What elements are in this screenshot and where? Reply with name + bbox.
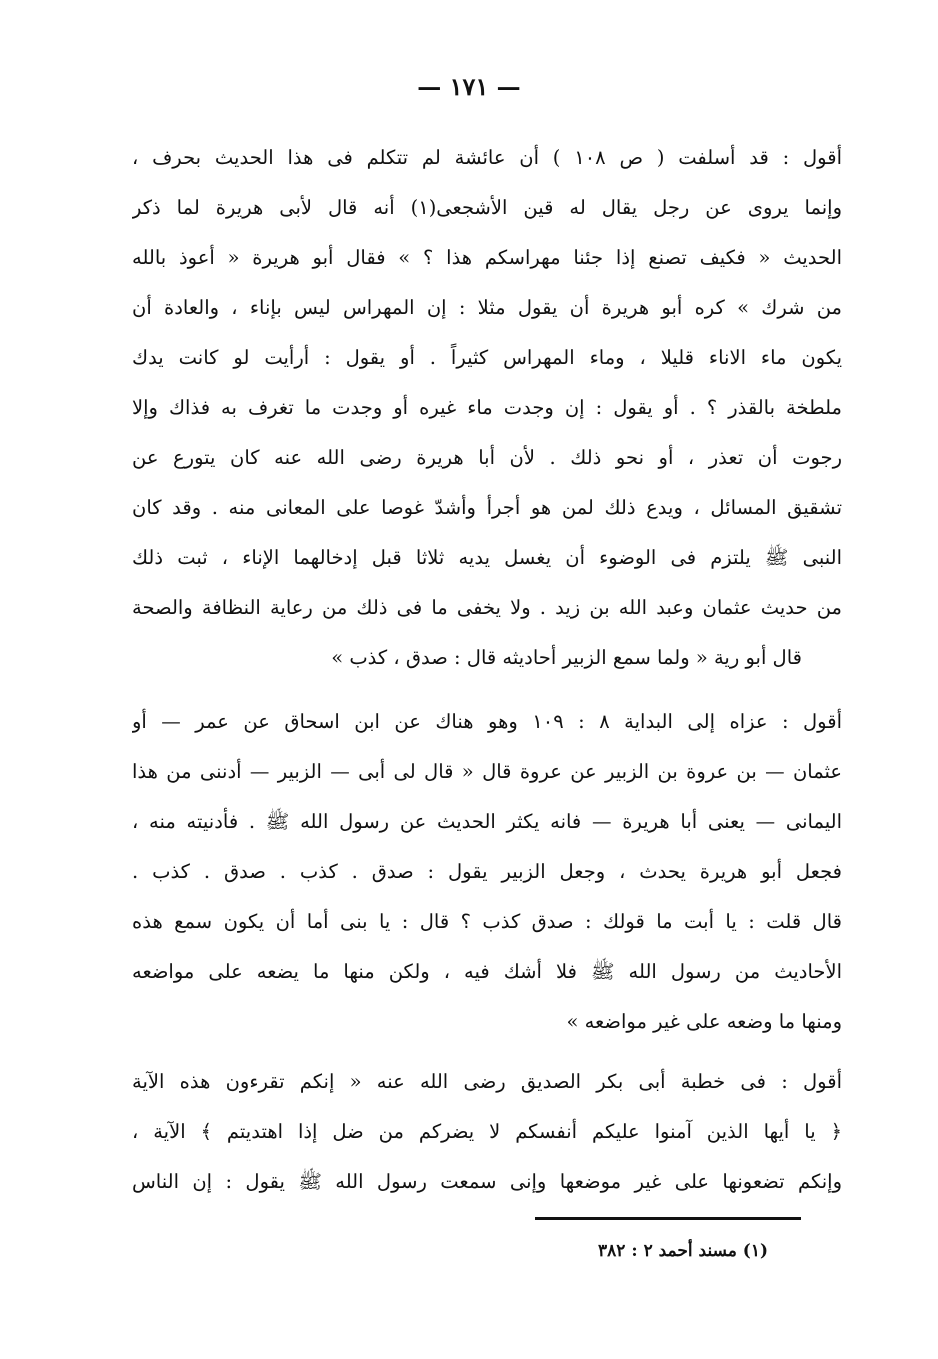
- text-line: قال قلت : يا أبت ما قولك : صدق كذب ؟ قال : يا بنى أما أن يكون سمع هذه: [132, 910, 842, 933]
- footnote-divider: [535, 1217, 801, 1220]
- text-line: ﴿ يا أيها الذين آمنوا عليكم أنفسكم لا يضركم من ضل إذا اهتديتم ﴾ الآية ،: [132, 1120, 842, 1143]
- text-line: من حديث عثمان وعبد الله بن زيد . ولا يخفى ما فى ذلك من رعاية النظافة والصحة: [132, 596, 842, 619]
- text-line: أقول : عزاه إلى البداية ٨ : ١٠٩ وهو هناك عن ابن اسحاق عن عمر — أو: [132, 710, 842, 733]
- footnote: (١) مسند أحمد ٢ : ٣٨٢: [598, 1241, 768, 1261]
- text-line: ملطخة بالقذر ؟ . أو يقول : إن وجدت ماء غيره أو وجدت ما تغرف به فذاك وإلا: [132, 396, 842, 419]
- paragraph-1: [132, 133, 842, 683]
- text-line: فجعل أبو هريرة يحدث ، وجعل الزبير يقول : صدق . كذب . صدق . كذب .: [132, 860, 842, 883]
- text-line: الحديث « فكيف تصنع إذا جئنا مهراسكم هذا ؟ » فقال أبو هريرة « أعوذ بالله: [132, 246, 842, 269]
- text-line: عثمان — بن عروة بن الزبير عن عروة قال « قال لى أبى — الزبير — أدننى من هذا: [132, 760, 842, 783]
- text-line: يكون ماء الاناء قليلا ، وماء المهراس كثيراً . أو يقول : أرأيت لو كانت يدك: [132, 346, 842, 369]
- text-line: النبى ﷺ يلتزم فى الوضوء أن يغسل يديه ثلاثا قبل إدخالهما الإناء ، ثبت ذلك: [132, 546, 842, 569]
- text-line: الأحاديث من رسول الله ﷺ فلا أشك فيه ، ولكن منها ما يضعه على مواضعه: [132, 960, 842, 983]
- paragraph-3: [132, 1057, 842, 1207]
- text-line: أقول : فى خطبة أبى بكر الصديق رضى الله عنه « إنكم تقرءون هذه الآية: [132, 1070, 842, 1093]
- quoted-line: قال أبو رية « ولما سمع الزبير أحاديثه قال : صدق ، كذب »: [331, 646, 802, 669]
- text-line: رجوت أن تعذر ، أو نحو ذلك . لأن أبا هريرة رضى الله عنه كان يتورع عن: [132, 446, 842, 469]
- page-number: — ١٧١ —: [417, 72, 521, 101]
- text-line: تشقيق المسائل ، ويدع ذلك لمن هو أجرأ وأشدّ غوصا على المعانى منه . وقد كان: [132, 496, 842, 519]
- text-line: ومنها ما وضعه على غير مواضعه »: [566, 1010, 842, 1033]
- text-line: من شرك » كره أبو هريرة أن يقول مثلا : إن المهراس ليس بإناء ، والعادة أن: [132, 296, 842, 319]
- text-line: أقول : قد أسلفت ( ص ١٠٨ ) أن عائشة لم تتكلم فى هذا الحديث بحرف ،: [132, 146, 842, 169]
- text-line: وإنما يروى عن رجل يقال له قين الأشجعى(١) أنه قال لأبى هريرة لما ذكر: [132, 196, 842, 219]
- paragraph-2: [132, 697, 842, 1047]
- text-line: وإنكم تضعونها على غير موضعها وإنى سمعت رسول الله ﷺ يقول : إن الناس: [132, 1170, 842, 1193]
- text-line: اليمانى — يعنى أبا هريرة — فانه يكثر الحديث عن رسول الله ﷺ . فأدنيته منه ،: [132, 810, 842, 833]
